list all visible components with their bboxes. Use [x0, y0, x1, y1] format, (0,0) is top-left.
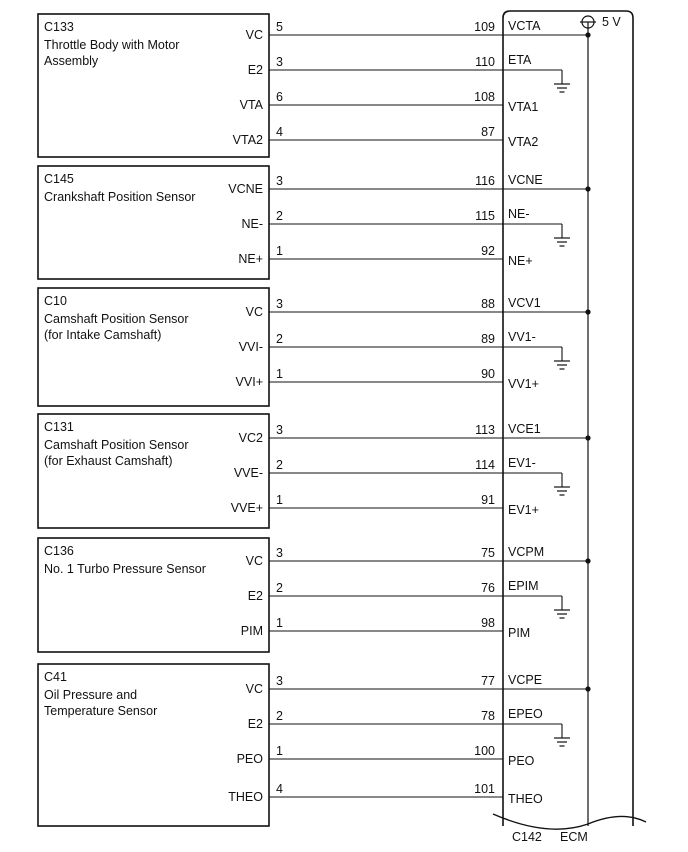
sensor-pin-label: VVI- [238, 340, 263, 354]
sensor-pin-number: 1 [276, 493, 283, 507]
ecm-pin-number: 87 [481, 125, 495, 139]
ecm-terminal-label: NE- [508, 207, 530, 221]
sensor-pin-number: 2 [276, 581, 283, 595]
ecm-pin-number: 114 [475, 458, 495, 472]
sensor-layer [38, 14, 591, 826]
sensor-name: No. 1 Turbo Pressure Sensor [44, 562, 206, 576]
sensor-pin-label: THEO [228, 790, 263, 804]
ecm-pin-number: 113 [475, 423, 495, 437]
ecm-pin-number: 92 [481, 244, 495, 258]
sensor-pin-number: 1 [276, 367, 283, 381]
sensor-name: (for Exhaust Camshaft) [44, 454, 173, 468]
sensor-pin-label: VTA2 [232, 133, 263, 147]
sensor-pin-label: VVI+ [235, 375, 263, 389]
ecm-connector-label: C142 [512, 830, 542, 844]
ecm-terminal-label: NE+ [508, 254, 533, 268]
ecm-terminal-label: VTA1 [508, 100, 539, 114]
ecm-terminal-label: VCPM [508, 545, 545, 559]
sensor-name: Camshaft Position Sensor [44, 312, 189, 326]
ecm-pin-number: 76 [481, 581, 495, 595]
ecm-label: ECM [560, 830, 588, 844]
ecm-terminal-label: THEO [508, 792, 543, 806]
sensor-pin-label: VC [245, 682, 263, 696]
sensor-pin-label: VC [245, 554, 263, 568]
ecm-pin-number: 91 [481, 493, 495, 507]
sensor-pin-number: 4 [276, 782, 283, 796]
ecm-bottom-edge [493, 814, 646, 829]
ecm-pin-number: 75 [481, 546, 495, 560]
sensor-pin-number: 1 [276, 744, 283, 758]
sensor-pin-label: VVE+ [230, 501, 263, 515]
sensor-pin-label: PIM [240, 624, 263, 638]
ecm-pin-number: 77 [481, 674, 495, 688]
sensor-pin-number: 1 [276, 244, 283, 258]
sensor-connector-id: C131 [44, 420, 74, 434]
ecm-terminal-label: VCE1 [508, 422, 541, 436]
sensor-pin-label: E2 [247, 63, 263, 77]
ecm-pin-number: 89 [481, 332, 495, 346]
sensor-pin-label: VCNE [228, 182, 263, 196]
ecm-terminal-label: ETA [508, 53, 532, 67]
ecm-pin-number: 110 [475, 55, 495, 69]
sensor-pin-number: 3 [276, 297, 283, 311]
ecm-terminal-label: VCV1 [508, 296, 541, 310]
junction-dot [585, 686, 590, 691]
sensor-pin-label: VC [245, 305, 263, 319]
sensor-connector-id: C10 [44, 294, 67, 308]
sensor-pin-label: VVE- [233, 466, 263, 480]
sensor-name: Oil Pressure and [44, 688, 138, 702]
junction-dot [585, 32, 590, 37]
sensor-pin-number: 6 [276, 90, 283, 104]
sensor-pin-number: 3 [276, 546, 283, 560]
ecm-terminal-label: VCNE [508, 173, 543, 187]
sensor-name: Throttle Body with Motor [44, 38, 180, 52]
sensor-pin-number: 3 [276, 55, 283, 69]
sensor-pin-label: NE- [241, 217, 263, 231]
junction-dot [585, 435, 590, 440]
supply-voltage-label: 5 V [602, 15, 621, 29]
ecm-pin-number: 90 [481, 367, 495, 381]
sensor-connector-id: C136 [44, 544, 74, 558]
ecm-pin-number: 101 [474, 782, 495, 796]
sensor-pin-number: 3 [276, 174, 283, 188]
sensor-name: Crankshaft Position Sensor [44, 190, 196, 204]
ecm-pin-number: 98 [481, 616, 495, 630]
ecm-terminal-label: VCPE [508, 673, 543, 687]
sensor-pin-number: 2 [276, 209, 283, 223]
sensor-name: Assembly [44, 54, 99, 68]
ecm-pin-number: 78 [481, 709, 495, 723]
sensor-connector-id: C133 [44, 20, 74, 34]
ecm-pin-number: 116 [475, 174, 495, 188]
ecm-terminal-label: VV1+ [508, 377, 539, 391]
ecm-pin-number: 100 [474, 744, 495, 758]
sensor-pin-number: 1 [276, 616, 283, 630]
ecm-terminal-label: VV1- [508, 330, 536, 344]
junction-dot [585, 558, 590, 563]
sensor-pin-number: 3 [276, 674, 283, 688]
ecm-terminal-label: VTA2 [508, 135, 539, 149]
ecm-body [503, 11, 633, 826]
ecm-terminal-label: EV1- [508, 456, 536, 470]
sensor-connector-id: C145 [44, 172, 74, 186]
sensor-connector-id: C41 [44, 670, 67, 684]
ecm-pin-number: 108 [474, 90, 495, 104]
ecm-terminal-label: VCTA [508, 19, 541, 33]
sensor-pin-number: 2 [276, 332, 283, 346]
sensor-pin-label: VC2 [238, 431, 263, 445]
ecm-pin-number: 115 [475, 209, 495, 223]
ecm-terminal-label: PEO [508, 754, 535, 768]
sensor-name: Temperature Sensor [44, 704, 158, 718]
ecm-terminal-label: EV1+ [508, 503, 539, 517]
sensor-pin-label: E2 [247, 717, 263, 731]
sensor-pin-label: E2 [247, 589, 263, 603]
sensor-box [38, 288, 269, 406]
sensor-pin-label: VC [245, 28, 263, 42]
ecm-terminal-label: EPEO [508, 707, 543, 721]
sensor-pin-number: 4 [276, 125, 283, 139]
ecm-terminal-label: PIM [508, 626, 531, 640]
sensor-pin-number: 5 [276, 20, 283, 34]
sensor-name: Camshaft Position Sensor [44, 438, 189, 452]
ecm-pin-number: 88 [481, 297, 495, 311]
sensor-pin-number: 2 [276, 709, 283, 723]
sensor-pin-number: 3 [276, 423, 283, 437]
junction-dot [585, 186, 590, 191]
ecm-pin-number: 109 [474, 20, 495, 34]
sensor-pin-label: PEO [236, 752, 263, 766]
junction-dot [585, 309, 590, 314]
sensor-name: (for Intake Camshaft) [44, 328, 162, 342]
sensor-pin-label: VTA [239, 98, 263, 112]
ecm-terminal-label: EPIM [508, 579, 539, 593]
sensor-pin-label: NE+ [238, 252, 263, 266]
sensor-pin-number: 2 [276, 458, 283, 472]
